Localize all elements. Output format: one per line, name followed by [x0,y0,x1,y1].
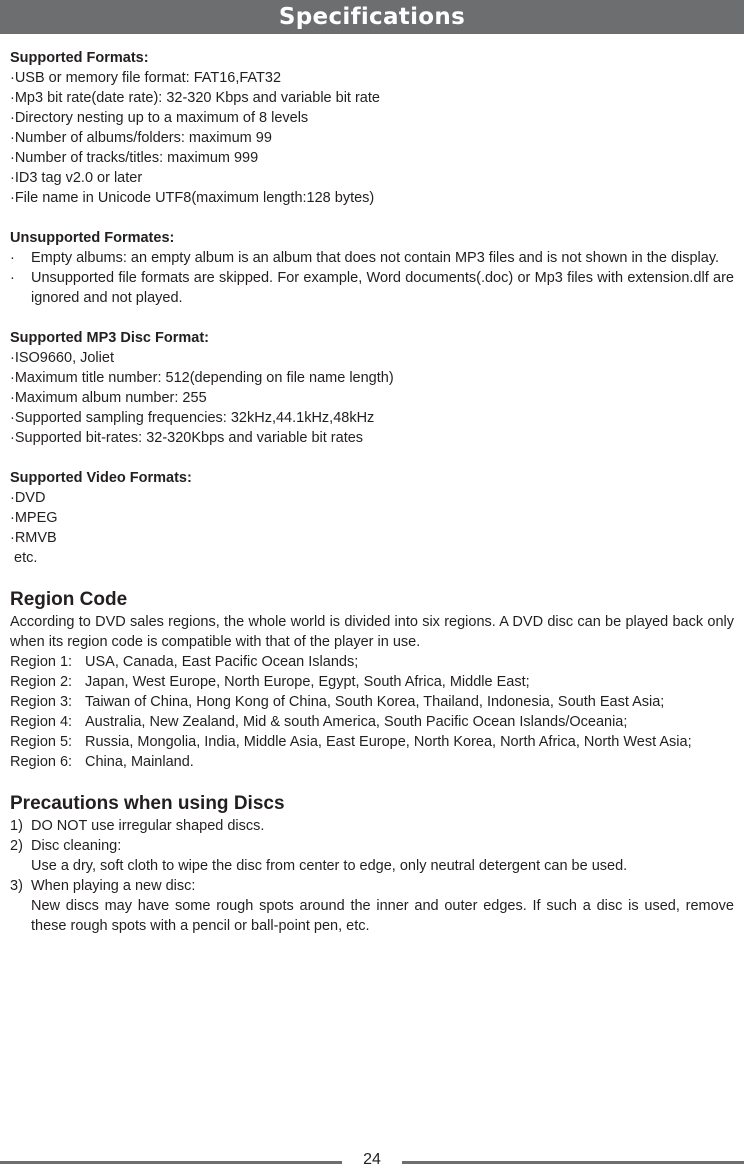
section-heading: Unsupported Formates: [10,230,175,246]
list-item: etc. [10,550,38,566]
unsupported-formats-section [10,228,734,308]
item-title: When playing a new disc: [31,878,196,894]
list-item: ·Number of tracks/titles: maximum 999 [10,150,259,166]
region-row [10,672,734,692]
item-number: 3) [10,878,23,894]
region-text: China, Mainland. [85,754,194,770]
numbered-item [10,816,734,836]
region-intro: According to DVD sales regions, the whole world is divided into six regions. A DVD disc can be played back only when its region code is compatible with that of the player in use. [10,614,734,650]
region-text: Russia, Mongolia, India, Middle Asia, East Europe, North Korea, North Africa, North West Asia; [85,734,692,750]
numbered-item [10,876,734,936]
section-heading: Region Code [10,589,128,610]
region-code-section [10,588,734,772]
region-text: Taiwan of China, Hong Kong of China, South Korea, Thailand, Indonesia, South East Asia; [85,694,665,710]
numbered-item [10,836,734,876]
region-text: Australia, New Zealand, Mid & south America, South Pacific Ocean Islands/Oceania; [85,714,628,730]
list-item: ·Maximum title number: 512(depending on file name length) [10,370,394,386]
item-number: 2) [10,838,23,854]
list-item: ·Directory nesting up to a maximum of 8 levels [10,110,309,126]
list-item: ·File name in Unicode UTF8(maximum length:128 bytes) [10,190,375,206]
list-item: ·Maximum album number: 255 [10,390,207,406]
list-item-text: Unsupported file formats are skipped. For example, Word documents(.doc) or Mp3 files with extension.dlf are ignored and not played. [31,270,734,306]
region-label: Region 4: [10,714,73,730]
footer-rule-right [402,1161,744,1164]
precautions-section [10,792,734,936]
list-item: ·ID3 tag v2.0 or later [10,170,143,186]
region-row [10,732,734,752]
section-heading: Precautions when using Discs [10,793,285,814]
region-row [10,652,734,672]
item-detail: New discs may have some rough spots around the inner and outer edges. If such a disc is used, remove these rough spots with a pencil or ball-point pen, etc. [31,898,734,934]
item-title: Disc cleaning: [31,838,122,854]
list-item: ·Mp3 bit rate(date rate): 32-320 Kbps and variable bit rate [10,90,380,106]
bullet-mark: · [10,250,15,266]
list-item: ·Supported bit-rates: 32-320Kbps and variable bit rates [10,430,364,446]
document-body [10,48,734,936]
page-number: 24 [363,1151,381,1168]
region-label: Region 1: [10,654,73,670]
section-heading: Supported Video Formats: [10,470,192,486]
list-item [10,248,734,268]
video-formats-section [10,468,734,568]
item-title: DO NOT use irregular shaped discs. [31,818,265,834]
region-label: Region 6: [10,754,73,770]
item-detail: Use a dry, soft cloth to wipe the disc from center to edge, only neutral detergent can be used. [31,858,628,874]
item-number: 1) [10,818,23,834]
section-heading: Supported MP3 Disc Format: [10,330,209,346]
region-label: Region 5: [10,734,73,750]
region-label: Region 3: [10,694,73,710]
list-item [10,268,734,308]
footer-rule-left [0,1161,342,1164]
bullet-mark: · [10,270,15,286]
region-row [10,692,734,712]
list-item: ·Number of albums/folders: maximum 99 [10,130,272,146]
list-item: ·USB or memory file format: FAT16,FAT32 [10,70,282,86]
region-label: Region 2: [10,674,73,690]
page-title: Specifications [278,4,466,30]
region-text: USA, Canada, East Pacific Ocean Islands; [85,654,359,670]
list-item: ·RMVB [10,530,57,546]
section-heading: Supported Formats: [10,50,149,66]
region-row [10,752,734,772]
page-footer [0,1150,744,1172]
list-item-text: Empty albums: an empty album is an album that does not contain MP3 files and is not shown in the display. [31,250,720,266]
list-item: ·ISO9660, Joliet [10,350,114,366]
list-item: ·MPEG [10,510,58,526]
mp3-disc-section [10,328,734,448]
list-item: ·Supported sampling frequencies: 32kHz,44.1kHz,48kHz [10,410,375,426]
supported-formats-section [10,48,734,208]
header-bar [0,0,744,34]
region-row [10,712,734,732]
region-text: Japan, West Europe, North Europe, Egypt, South Africa, Middle East; [85,674,530,690]
list-item: ·DVD [10,490,46,506]
